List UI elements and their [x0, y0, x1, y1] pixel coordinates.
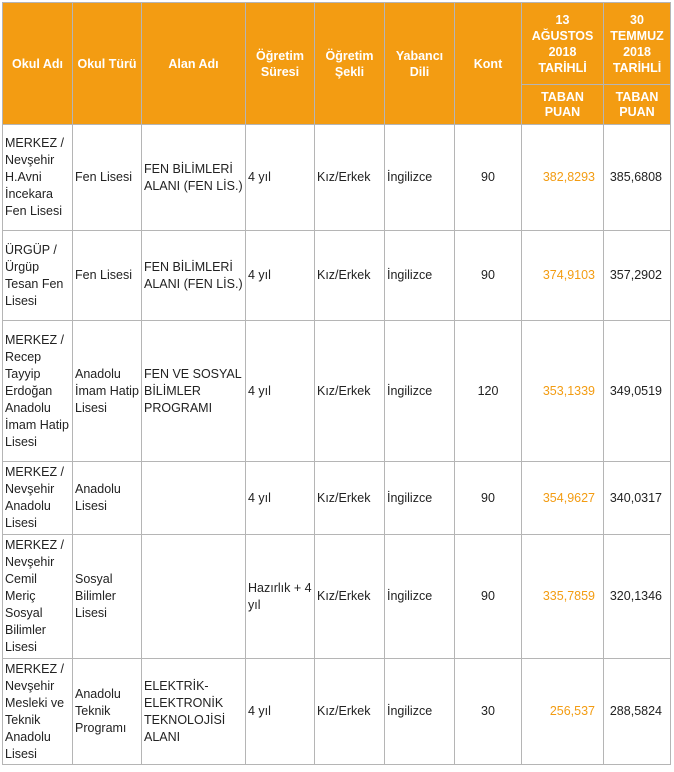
quota-cell: 120: [455, 321, 522, 462]
score-august-cell: 256,537: [522, 659, 604, 765]
quota-cell: 90: [455, 125, 522, 231]
header-language: Yabancı Dili: [385, 3, 455, 125]
language-cell: İngilizce: [385, 125, 455, 231]
header-base-score-august: TABAN PUAN: [522, 85, 604, 125]
table-row: [3, 659, 671, 765]
header-date-august: 13 AĞUSTOS 2018 TARİHLİ: [522, 3, 604, 85]
mode-cell: Kız/Erkek: [315, 321, 385, 462]
school-name-cell: ÜRGÜP / Ürgüp Tesan Fen Lisesi: [3, 231, 73, 321]
table-row: [3, 125, 671, 231]
table-row: [3, 462, 671, 535]
score-july-cell: 385,6808: [604, 125, 671, 231]
school-name-cell: MERKEZ / Nevşehir H.Avni İncekara Fen Lisesi: [3, 125, 73, 231]
score-august-cell: 382,8293: [522, 125, 604, 231]
table-row: [3, 321, 671, 462]
score-august-cell: 354,9627: [522, 462, 604, 535]
mode-cell: Kız/Erkek: [315, 462, 385, 535]
language-cell: İngilizce: [385, 659, 455, 765]
duration-cell: 4 yıl: [246, 659, 315, 765]
field-name-cell: [142, 535, 246, 659]
table-row: [3, 535, 671, 659]
score-august-cell: 353,1339: [522, 321, 604, 462]
language-cell: İngilizce: [385, 535, 455, 659]
score-august-cell: 374,9103: [522, 231, 604, 321]
quota-cell: 90: [455, 462, 522, 535]
school-type-cell: Sosyal Bilimler Lisesi: [73, 535, 142, 659]
duration-cell: 4 yıl: [246, 231, 315, 321]
field-name-cell: FEN BİLİMLERİ ALANI (FEN LİS.): [142, 125, 246, 231]
header-school-type: Okul Türü: [73, 3, 142, 125]
field-name-cell: ELEKTRİK-ELEKTRONİK TEKNOLOJİSİ ALANI: [142, 659, 246, 765]
header-row: [3, 3, 671, 85]
header-field-name: Alan Adı: [142, 3, 246, 125]
header-duration: Öğretim Süresi: [246, 3, 315, 125]
duration-cell: 4 yıl: [246, 125, 315, 231]
school-type-cell: Anadolu İmam Hatip Lisesi: [73, 321, 142, 462]
header-quota: Kont: [455, 3, 522, 125]
school-name-cell: MERKEZ / Nevşehir Mesleki ve Teknik Anadolu Lisesi: [3, 659, 73, 765]
school-type-cell: Fen Lisesi: [73, 125, 142, 231]
school-type-cell: Fen Lisesi: [73, 231, 142, 321]
header-date-july: 30 TEMMUZ 2018 TARİHLİ: [604, 3, 671, 85]
score-july-cell: 357,2902: [604, 231, 671, 321]
duration-cell: Hazırlık + 4 yıl: [246, 535, 315, 659]
school-name-cell: MERKEZ / Nevşehir Anadolu Lisesi: [3, 462, 73, 535]
score-july-cell: 349,0519: [604, 321, 671, 462]
header-school-name: Okul Adı: [3, 3, 73, 125]
field-name-cell: FEN BİLİMLERİ ALANI (FEN LİS.): [142, 231, 246, 321]
school-name-cell: MERKEZ / Nevşehir Cemil Meriç Sosyal Bilimler Lisesi: [3, 535, 73, 659]
school-type-cell: Anadolu Teknik Programı: [73, 659, 142, 765]
score-august-cell: 335,7859: [522, 535, 604, 659]
quota-cell: 90: [455, 231, 522, 321]
mode-cell: Kız/Erkek: [315, 125, 385, 231]
mode-cell: Kız/Erkek: [315, 535, 385, 659]
base-score-table: [2, 2, 671, 765]
field-name-cell: FEN VE SOSYAL BİLİMLER PROGRAMI: [142, 321, 246, 462]
field-name-cell: [142, 462, 246, 535]
score-july-cell: 320,1346: [604, 535, 671, 659]
header-base-score-july: TABAN PUAN: [604, 85, 671, 125]
mode-cell: Kız/Erkek: [315, 659, 385, 765]
language-cell: İngilizce: [385, 462, 455, 535]
duration-cell: 4 yıl: [246, 321, 315, 462]
duration-cell: 4 yıl: [246, 462, 315, 535]
school-name-cell: MERKEZ / Recep Tayyip Erdoğan Anadolu İmam Hatip Lisesi: [3, 321, 73, 462]
header-mode: Öğretim Şekli: [315, 3, 385, 125]
language-cell: İngilizce: [385, 231, 455, 321]
school-type-cell: Anadolu Lisesi: [73, 462, 142, 535]
quota-cell: 30: [455, 659, 522, 765]
mode-cell: Kız/Erkek: [315, 231, 385, 321]
language-cell: İngilizce: [385, 321, 455, 462]
score-july-cell: 288,5824: [604, 659, 671, 765]
quota-cell: 90: [455, 535, 522, 659]
table-row: [3, 231, 671, 321]
score-july-cell: 340,0317: [604, 462, 671, 535]
